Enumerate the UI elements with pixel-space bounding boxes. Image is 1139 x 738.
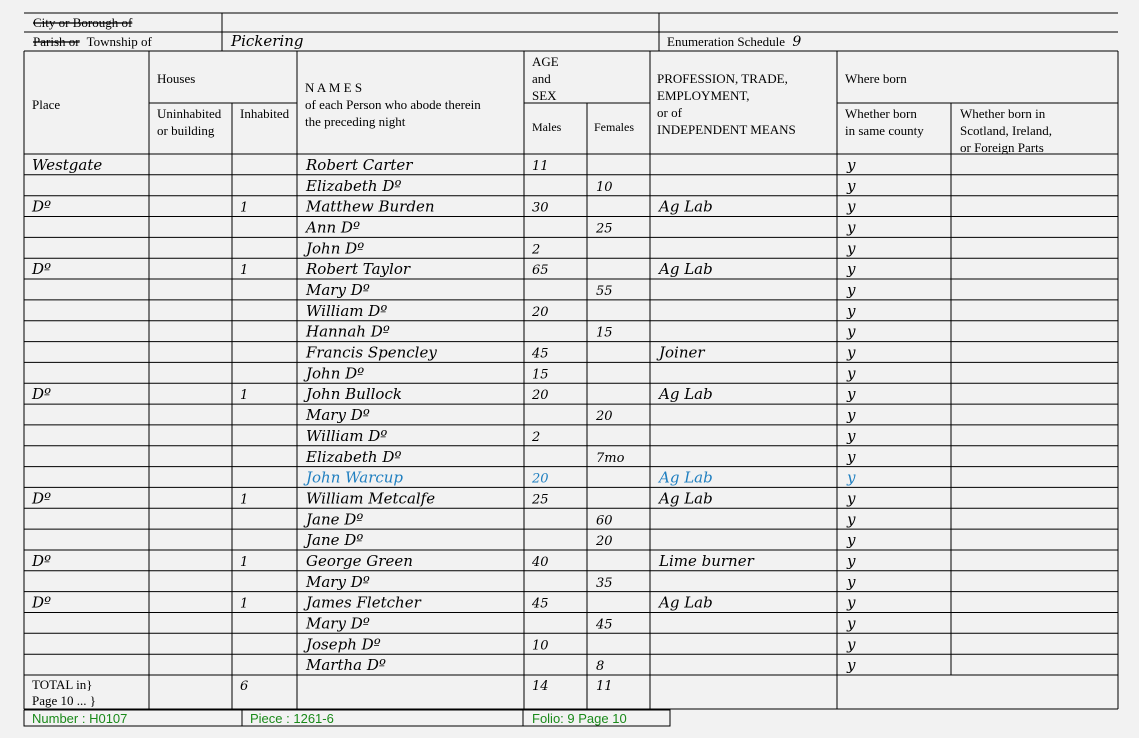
males-cell: 20 [532,304,549,320]
schedule-number: 9 [792,34,802,50]
name-cell: Elizabeth Dº [306,447,402,466]
males-cell: 40 [532,555,549,570]
males-cell: 25 [532,492,549,508]
males-cell: 45 [532,596,549,612]
same-county-cell: y [847,197,856,216]
name-cell: William Metcalfe [306,489,436,508]
profession-cell: Ag Lab [659,385,713,404]
same-county-cell: y [847,364,856,383]
males-cell: 30 [532,200,549,216]
foreign-heading-line3: or Foreign Parts [960,140,1044,155]
city-borough-label: City or Borough of [33,15,133,30]
names-heading-line3: the preceding night [305,114,406,129]
inhabited-cell: 1 [240,492,249,508]
name-cell: Joseph Dº [306,635,381,654]
same-county-cell: y [847,447,856,466]
uninhabited-heading-line1: Uninhabited [157,106,222,121]
males-cell: 11 [532,159,549,174]
totals-inhabited: 6 [240,679,249,694]
females-cell: 60 [596,513,613,529]
same-county-cell: y [847,260,856,279]
uninhabited-heading-line2: or building [157,123,215,138]
profession-cell: Ag Lab [659,260,713,279]
place-cell: Dº [32,385,52,404]
males-heading: Males [532,120,562,134]
same-county-cell: y [847,343,856,362]
females-cell: 7mo [596,450,625,466]
males-cell: 65 [532,263,549,279]
profession-cell: Joiner [659,343,705,362]
profession-heading-line1: PROFESSION, TRADE, [657,71,788,86]
name-cell: John Dº [306,364,365,383]
totals-label-line2: Page 10 ... } [32,693,97,708]
females-cell: 35 [596,575,613,591]
profession-heading-line4: INDEPENDENT MEANS [657,122,796,137]
place-cell: Westgate [32,156,103,174]
name-cell: Jane Dº [306,531,364,550]
totals-females: 11 [596,679,613,694]
age-heading-line3: SEX [532,88,557,103]
name-cell: Jane Dº [306,510,364,529]
name-cell: Mary Dº [306,406,370,425]
females-cell: 8 [596,659,605,675]
males-cell: 15 [532,367,549,383]
same-county-cell: y [847,281,856,299]
inhabited-cell: 1 [240,596,249,612]
place-cell: Dº [32,260,52,279]
males-cell: 20 [532,471,549,487]
township-label [33,34,152,49]
inhabited-heading: Inhabited [240,106,290,121]
name-cell: Francis Spencley [306,343,437,362]
males-cell: 2 [532,242,541,258]
footer-piece: Piece : 1261-6 [250,711,334,726]
inhabited-cell: 1 [240,555,249,570]
foreign-heading-line2: Scotland, Ireland, [960,123,1053,138]
names-heading-line2: of each Person who abode therein [305,97,481,112]
enumeration-schedule-label [667,34,801,50]
age-heading-line2: and [532,71,551,86]
name-cell: Mary Dº [306,281,370,299]
name-cell: Mary Dº [306,614,370,633]
schedule-label: Enumeration Schedule [667,34,786,49]
age-heading-line1: AGE [532,54,559,69]
same-county-cell: y [847,510,856,529]
profession-heading-line2: EMPLOYMENT, [657,88,750,103]
same-county-cell: y [847,468,856,487]
females-cell: 20 [596,534,613,550]
inhabited-cell: 1 [240,388,249,404]
females-cell: 10 [596,179,613,195]
same-county-cell: y [847,322,856,341]
name-cell: Martha Dº [306,656,386,675]
males-cell: 10 [532,638,549,654]
where-born-heading: Where born [845,71,907,86]
names-heading-line1: N A M E S [305,80,363,95]
name-cell: Hannah Dº [306,322,390,341]
same-county-cell: y [847,531,856,550]
name-cell: Mary Dº [306,572,370,591]
houses-heading: Houses [157,71,196,86]
totals-label-line1: TOTAL in} [32,677,93,692]
females-cell: 20 [596,409,613,425]
place-cell: Dº [32,197,52,216]
place-cell: Dº [32,593,52,612]
males-cell: 20 [532,388,549,404]
same-county-cell: y [847,635,856,654]
profession-cell: Ag Lab [659,593,713,612]
township-value: Pickering [231,32,304,50]
footer-folio: Folio: 9 Page 10 [532,711,627,726]
profession-cell: Lime burner [659,552,754,570]
same-county-cell: y [847,176,856,195]
same-county-cell: y [847,572,856,591]
inhabited-cell: 1 [240,200,249,216]
footer-number: Number : H0107 [32,711,128,726]
same-county-cell: y [847,614,856,633]
name-cell: Ann Dº [306,218,361,237]
name-cell: John Warcup [306,468,404,487]
place-heading: Place [32,97,61,112]
females-heading: Females [594,120,634,134]
parish-struck-text: Parish or [33,34,80,49]
name-cell: Elizabeth Dº [306,176,402,195]
name-cell: Matthew Burden [306,197,435,216]
same-county-cell: y [847,218,856,237]
same-county-cell: y [847,489,856,508]
same-county-cell: y [847,593,856,612]
profession-cell: Ag Lab [659,489,713,508]
township-text: Township of [86,34,152,49]
same-county-cell: y [847,385,856,404]
same-county-cell: y [847,301,856,320]
name-cell: John Dº [306,239,365,258]
same-county-cell: y [847,426,856,445]
same-county-cell: y [847,656,856,675]
place-cell: Dº [32,552,52,570]
females-cell: 55 [596,284,613,299]
same-county-cell: y [847,156,856,174]
females-cell: 15 [596,325,613,341]
same-county-heading-line2: in same county [845,123,924,138]
males-cell: 2 [532,429,541,445]
name-cell: Robert Taylor [306,260,411,279]
name-cell: Robert Carter [306,156,413,174]
females-cell: 25 [596,221,613,237]
same-county-cell: y [847,406,856,425]
foreign-heading-line1: Whether born in [960,106,1046,121]
profession-cell: Ag Lab [659,197,713,216]
name-cell: James Fletcher [306,593,421,612]
same-county-cell: y [847,239,856,258]
females-cell: 45 [596,617,613,633]
males-cell: 45 [532,346,549,362]
profession-cell: Ag Lab [659,468,713,487]
profession-heading-line3: or of [657,105,682,120]
name-cell: William Dº [306,301,388,320]
same-county-heading-line1: Whether born [845,106,917,121]
name-cell: John Bullock [306,385,402,404]
same-county-cell: y [847,552,856,570]
name-cell: William Dº [306,426,388,445]
name-cell: George Green [306,552,413,570]
totals-males: 14 [532,679,549,694]
place-cell: Dº [32,489,52,508]
inhabited-cell: 1 [240,263,249,279]
